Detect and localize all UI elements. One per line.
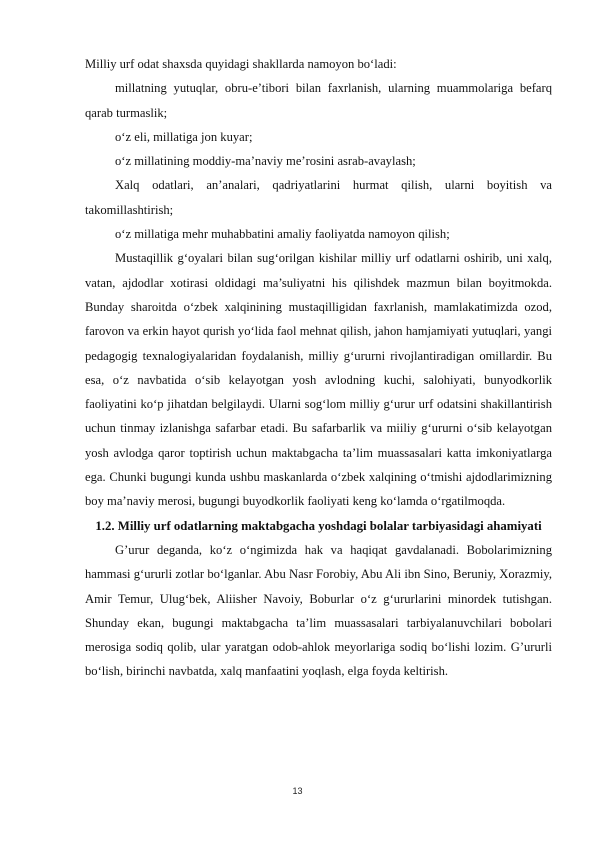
list-item: o‘z eli, millatiga jon kuyar;: [115, 129, 253, 144]
body-paragraph: Mustaqillik g‘oyalari bilan sug‘orilgan kishilar milliy urf odatlarni oshirib, uni xalq, vatan, ajdodlar xotirasi oldidagi ma’suliyatni his qilishdek mazmun bilan boyitmokda. Bunday sharoitda o‘zbek xalqinining mustaqilligidan faxrlanish, mamlakatimizda ozod, farovon va erkin hayot qurish yo‘lida faol mehnat qilish, jahon hamjamiyati yutuqlari, yangi pedagogig texnalogiyalaridan foydalanish, milliy g‘ururni rivojlantiradigan omillardir. Bu esa, o‘z navbatida o‘sib kelayotgan yosh avlodning kuchi, salohiyati, bunyodkorlik faoliyatini ko‘p jihatdan belgilaydi. Ularni sog‘lom milliy g‘urur urf odatsini shakillantirish uchun tinmay izlanishga safarbar etadi. Bu safarbarlik va miiliy g‘ururni o‘sib kelayotgan yosh avlodga qaror toptirish uchun maktabgacha ta’lim muassasalari katta imkoniyatlarga ega. Chunki bugungi kunda ushbu maskanlarda o‘zbek xalqining o‘tmishi ajdodlarimizning boy ma’naviy merosi, bugungi buyodkorlik faoliyati keng ko‘lamda o‘rgatilmoqda.: [85, 251, 552, 509]
list-item: o‘z millatining moddiy-ma’naviy me’rosini asrab-avaylash;: [115, 154, 416, 169]
list-item: millatning yutuqlar, obru-e’tibori bilan faxrlanish, ularning muammolariga befarq qarab turmaslik;: [85, 81, 552, 120]
intro-line: Milliy urf odat shaxsda quyidagi shakllarda namoyon bo‘ladi:: [85, 57, 397, 71]
list-item: o‘z millatiga mehr muhabbatini amaliy faoliyatda namoyon qilish;: [115, 227, 450, 242]
body-paragraph: G’urur deganda, ko‘z o‘ngimizda hak va haqiqat gavdalanadi. Bobolarimizning hammasi g‘ururli zotlar bo‘lganlar. Abu Nasr Forobiy, Abu Ali ibn Sino, Beruniy, Xorazmiy, Amir Temur, Ulug‘bek, Aliisher Navoiy, Boburlar o‘z g‘ururlarini minordek tutishgan. Shunday ekan, bugungi maktabgacha ta’lim muassasalari tarbiyalanuvchilari bobolari merosiga sodiq qolib, ular yaratgan odob-ahlok meyorlariga sodiq bo‘lishi lozim. G’ururli bo‘lish, birinchi navbatda, xalq manfaatini yoqlash, elga foyda keltirish.: [85, 542, 552, 679]
list-item: Xalq odatlari, an’analari, qadriyatlarini hurmat qilish, ularni boyitish va takomillashtirish;: [85, 178, 552, 217]
section-heading: 1.2. Milliy urf odatlarning maktabgacha yoshdagi bolalar tarbiyasidagi ahamiyati: [95, 518, 542, 533]
document-page: [85, 52, 552, 684]
page-number: 13: [292, 786, 303, 796]
